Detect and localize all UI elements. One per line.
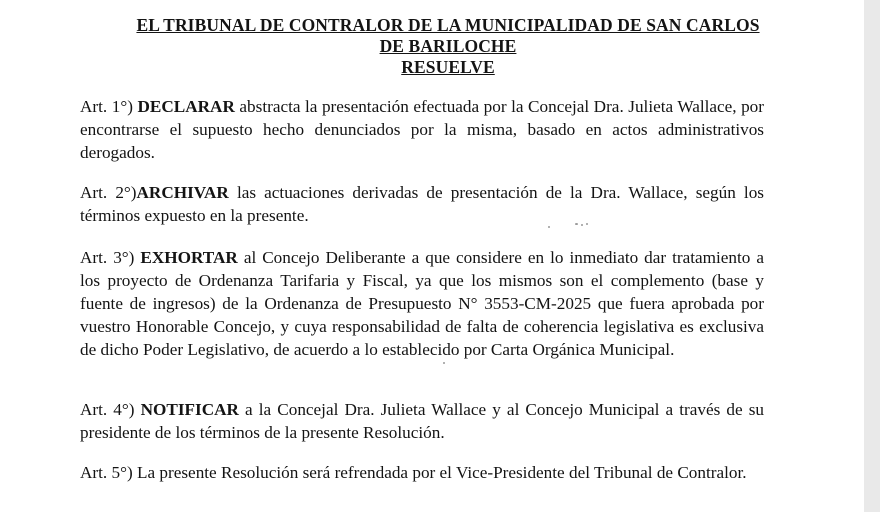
heading-resuelve: RESUELVE [401, 57, 495, 77]
article-2 [80, 181, 764, 227]
article-3 [80, 246, 764, 361]
article-2-verb: ARCHIVAR [136, 183, 229, 202]
scrollbar-track[interactable] [864, 0, 880, 512]
scan-speck [581, 224, 583, 226]
article-4-verb: NOTIFICAR [140, 400, 239, 419]
article-1 [80, 95, 764, 164]
scan-speck [548, 226, 550, 228]
heading-line-2: DE BARILOCHE [379, 36, 517, 56]
heading-line-1: EL TRIBUNAL DE CONTRALOR DE LA MUNICIPALIDAD DE SAN CARLOS [136, 15, 760, 35]
article-1-verb: DECLARAR [137, 97, 235, 116]
scan-speck [575, 223, 578, 225]
article-5-prefix: Art. 5°) [80, 463, 137, 482]
article-3-verb: EXHORTAR [140, 248, 238, 267]
article-2-text: las actuaciones derivadas de presentación de la Dra. Wallace, según los términos expuesto en la presente. [80, 183, 764, 225]
article-3-prefix: Art. 3°) [80, 248, 141, 267]
article-4 [80, 398, 764, 444]
article-1-text: abstracta la presentación efectuada por la Concejal Dra. Julieta Wallace, por encontrarse el supuesto hecho denunciados por la misma, basado en actos administrativos derogados. [80, 97, 764, 162]
article-4-text: a la Concejal Dra. Julieta Wallace y al Concejo Municipal a través de su presidente de los términos de la presente Resolución. [80, 400, 764, 442]
article-1-prefix: Art. 1°) [80, 97, 138, 116]
article-4-prefix: Art. 4°) [80, 400, 141, 419]
article-5 [80, 461, 764, 484]
article-2-prefix: Art. 2°) [80, 183, 137, 202]
article-3-text: al Concejo Deliberante a que considere en lo inmediato dar tratamiento a los proyecto de Ordenanza Tarifaria y Fiscal, ya que los mismos son el complemento (base y fuente de ingresos) de la Ordenanza de Presupuesto N° 3553-CM-2025 que fuera aprobada por vuestro Honorable Concejo, y cuya responsabilidad de falta de coherencia legislativa es exclusiva de dicho Poder Legislativo, de acuerdo a lo establecido por Carta Orgánica Municipal. [80, 248, 765, 359]
article-5-text: La presente Resolución será refrendada por el Vice-Presidente del Tribunal de Contralor. [137, 463, 747, 482]
scan-speck [443, 362, 445, 364]
scan-speck [586, 223, 588, 225]
